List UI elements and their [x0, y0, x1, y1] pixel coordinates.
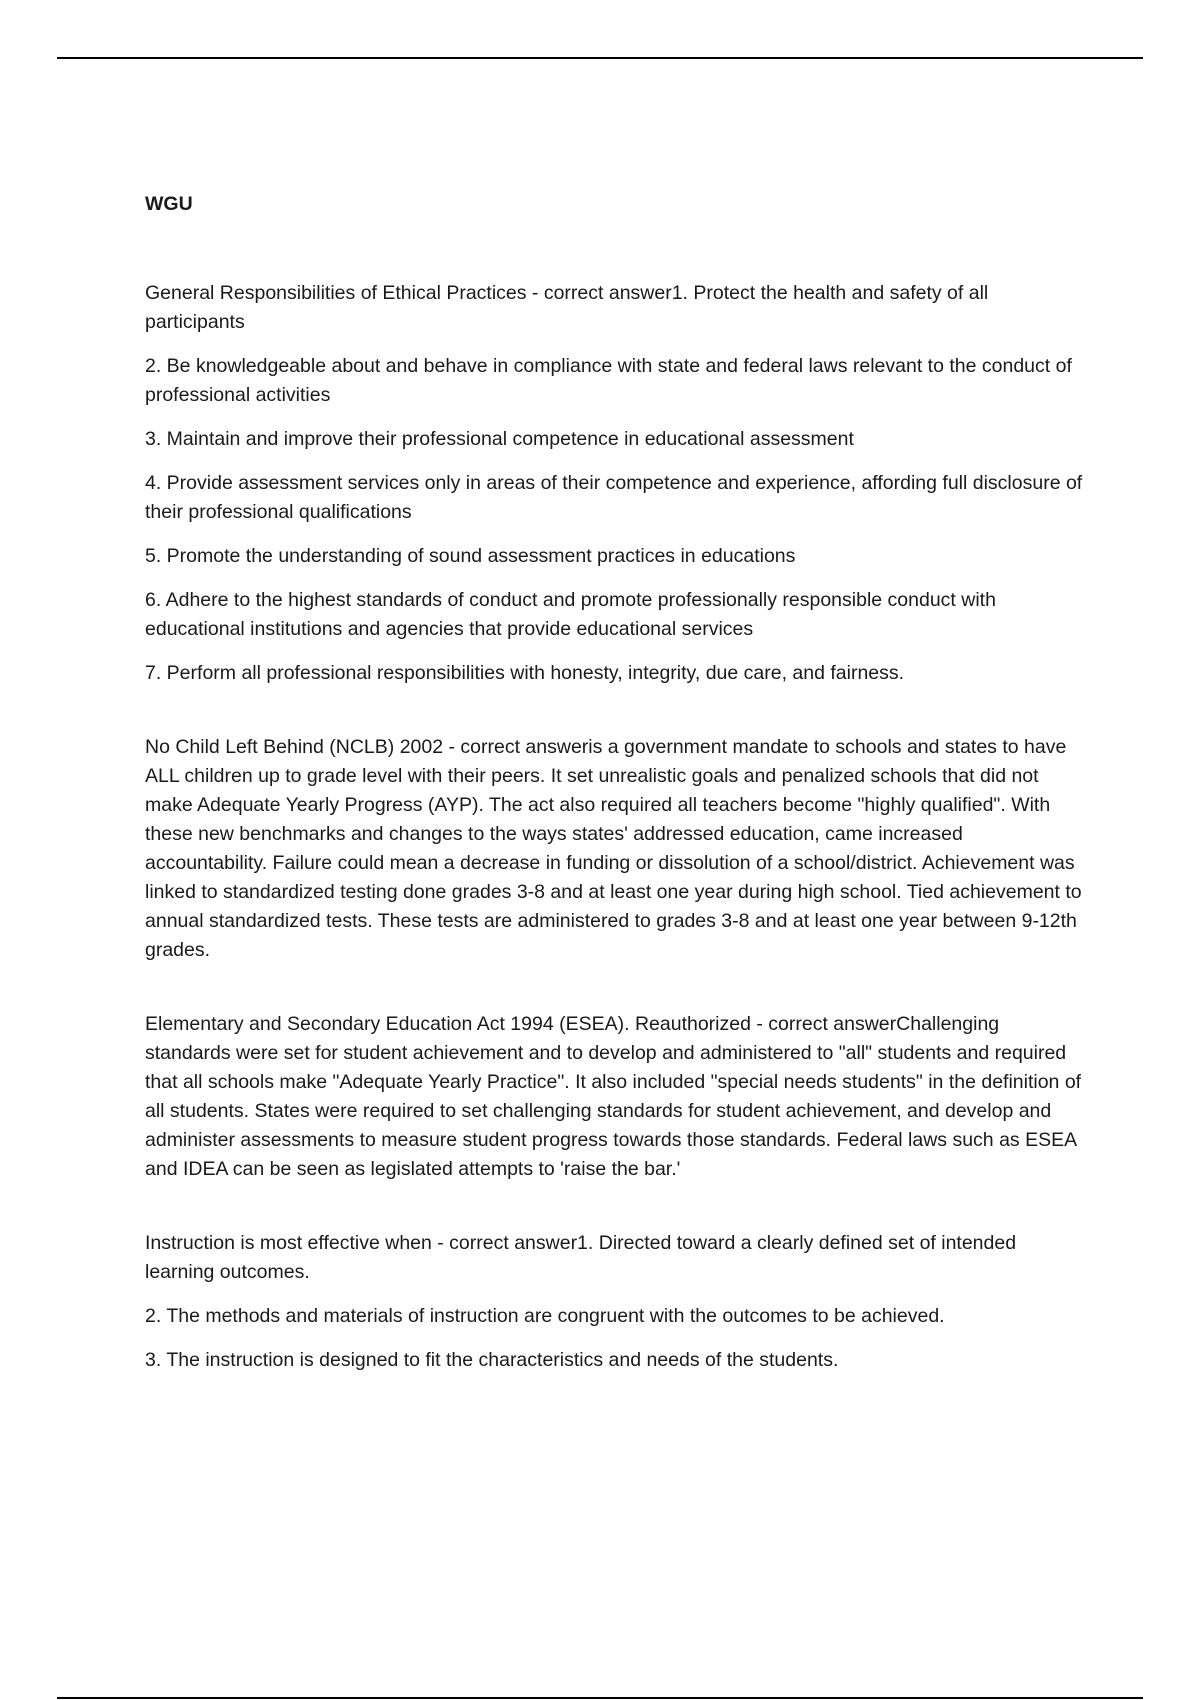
entry-paragraph: 3. Maintain and improve their professional competence in educational assessment — [145, 428, 854, 450]
entry-instruction — [145, 1229, 1085, 1375]
entry-paragraph: Instruction is most effective when - correct answer1. Directed toward a clearly defined set of intended learning outcomes. — [145, 1232, 1017, 1283]
entry-esea — [145, 1010, 1085, 1184]
bottom-rule — [57, 1697, 1143, 1699]
entry-ethical-practices — [145, 279, 1085, 688]
entry-paragraph: No Child Left Behind (NCLB) 2002 - correct answeris a government mandate to schools and states to have ALL children up to grade level with their peers. It set unrealistic goals and penalized schools that did not make Adequate Yearly Progress (AYP). The act also required all teachers become "highly qualified". With these new benchmarks and changes to the ways states' addressed education, came increased accountability. Failure could mean a decrease in funding or dissolution of a school/district. Achievement was linked to standardized testing done grades 3-8 and at least one year during high school. Tied achievement to annual standardized tests. These tests are administered to grades 3-8 and at least one year between 9-12th grades. — [145, 736, 1082, 961]
top-rule — [57, 57, 1143, 59]
entry-paragraph: 3. The instruction is designed to fit the characteristics and needs of the students. — [145, 1349, 839, 1371]
entry-paragraph: 6. Adhere to the highest standards of conduct and promote professionally responsible conduct with educational institutions and agencies that provide educational services — [145, 589, 996, 640]
entry-paragraph: 7. Perform all professional responsibilities with honesty, integrity, due care, and fairness. — [145, 662, 905, 684]
document-title: WGU — [145, 193, 193, 215]
entry-paragraph: 4. Provide assessment services only in areas of their competence and experience, affording full disclosure of their professional qualifications — [145, 472, 1083, 523]
entry-paragraph: 2. The methods and materials of instruction are congruent with the outcomes to be achieved. — [145, 1305, 945, 1327]
entry-paragraph: 5. Promote the understanding of sound assessment practices in educations — [145, 545, 796, 567]
entry-paragraph: Elementary and Secondary Education Act 1994 (ESEA). Reauthorized - correct answerChallenging standards were set for student achievement and to develop and administered to "all" students and required that all schools make "Adequate Yearly Practice". It also included "special needs students" in the definition of all students. States were required to set challenging standards for student achievement, and develop and administer assessments to measure student progress towards those standards. Federal laws such as ESEA and IDEA can be seen as legislated attempts to 'raise the bar.' — [145, 1013, 1082, 1180]
entry-paragraph: 2. Be knowledgeable about and behave in compliance with state and federal laws relevant to the conduct of professional activities — [145, 355, 1072, 406]
document-body — [145, 190, 1085, 1420]
entry-paragraph: General Responsibilities of Ethical Practices - correct answer1. Protect the health and safety of all participants — [145, 282, 989, 333]
entry-nclb — [145, 733, 1085, 965]
